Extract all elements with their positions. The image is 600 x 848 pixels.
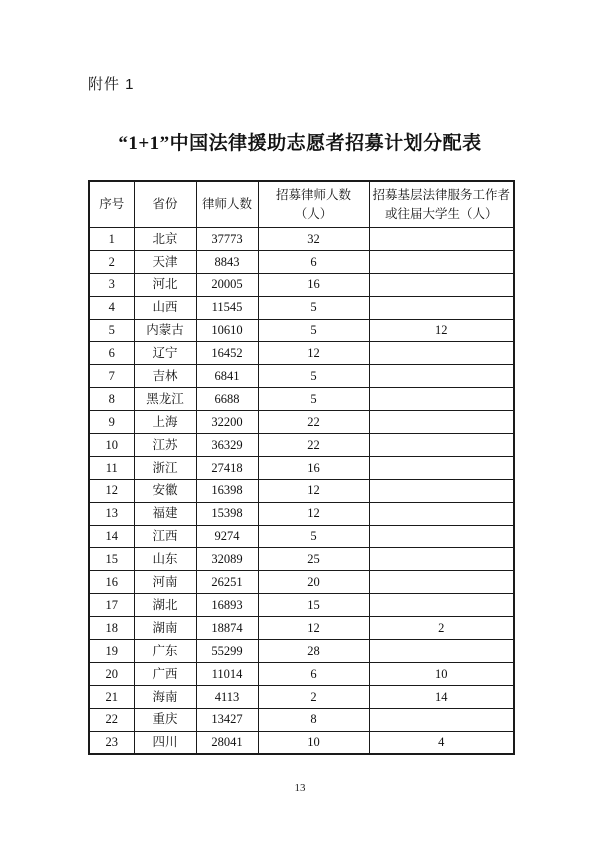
table-cell: [369, 411, 514, 434]
column-header-3: 招募律师人数（人）: [258, 181, 369, 228]
table-cell: 14: [89, 525, 134, 548]
table-cell: 安徽: [134, 479, 196, 502]
table-cell: 28: [258, 640, 369, 663]
table-cell: 55299: [196, 640, 258, 663]
table-cell: 湖北: [134, 594, 196, 617]
table-cell: 10: [89, 434, 134, 457]
table-cell: 11: [89, 456, 134, 479]
table-row: [89, 296, 514, 319]
table-row: [89, 640, 514, 663]
table-cell: [369, 273, 514, 296]
table-cell: 11014: [196, 662, 258, 685]
document-title: “1+1”中国法律援助志愿者招募计划分配表: [118, 133, 482, 154]
table-cell: 江苏: [134, 434, 196, 457]
table-cell: 4113: [196, 685, 258, 708]
table-cell: 广西: [134, 662, 196, 685]
table-cell: 10: [258, 731, 369, 754]
table-cell: 北京: [134, 228, 196, 251]
table-cell: 广东: [134, 640, 196, 663]
table-cell: 36329: [196, 434, 258, 457]
table-cell: 12: [258, 617, 369, 640]
table-cell: 湖南: [134, 617, 196, 640]
table-cell: 32200: [196, 411, 258, 434]
column-header-2: 律师人数: [196, 181, 258, 228]
table-cell: 9274: [196, 525, 258, 548]
table-cell: 32089: [196, 548, 258, 571]
table-cell: 20005: [196, 273, 258, 296]
table-row: [89, 319, 514, 342]
table-cell: 5: [258, 525, 369, 548]
table-row: [89, 365, 514, 388]
attachment-label: 附件 1: [88, 76, 135, 93]
table-cell: 15398: [196, 502, 258, 525]
table-cell: 22: [258, 434, 369, 457]
table-cell: 8: [258, 708, 369, 731]
table-cell: [369, 456, 514, 479]
table-cell: 天津: [134, 250, 196, 273]
table-cell: 5: [258, 296, 369, 319]
table-cell: 14: [369, 685, 514, 708]
table-cell: 6841: [196, 365, 258, 388]
table-cell: 23: [89, 731, 134, 754]
table-cell: 9: [89, 411, 134, 434]
table-cell: 16452: [196, 342, 258, 365]
table-cell: 12: [89, 479, 134, 502]
table-cell: 10: [369, 662, 514, 685]
table-cell: 19: [89, 640, 134, 663]
table-row: [89, 228, 514, 251]
table-cell: 内蒙古: [134, 319, 196, 342]
table-cell: [369, 525, 514, 548]
table-body: [89, 228, 514, 755]
table-row: [89, 525, 514, 548]
table-cell: 山东: [134, 548, 196, 571]
table-cell: 10610: [196, 319, 258, 342]
table-row: [89, 708, 514, 731]
table-cell: 26251: [196, 571, 258, 594]
table-cell: [369, 296, 514, 319]
table-cell: 16893: [196, 594, 258, 617]
table-cell: 16: [258, 273, 369, 296]
table-row: [89, 502, 514, 525]
table-cell: 25: [258, 548, 369, 571]
table-row: [89, 617, 514, 640]
table-cell: [369, 228, 514, 251]
table-cell: 6: [258, 662, 369, 685]
table-cell: [369, 594, 514, 617]
table-cell: 5: [258, 319, 369, 342]
table-cell: 32: [258, 228, 369, 251]
table-cell: 2: [89, 250, 134, 273]
table-row: [89, 479, 514, 502]
table-cell: 22: [258, 411, 369, 434]
table-cell: 37773: [196, 228, 258, 251]
table-row: [89, 388, 514, 411]
table-cell: [369, 571, 514, 594]
table-cell: 16: [89, 571, 134, 594]
table-cell: 16: [258, 456, 369, 479]
table-cell: 1: [89, 228, 134, 251]
table-row: [89, 731, 514, 754]
table-cell: 2: [369, 617, 514, 640]
table-cell: [369, 365, 514, 388]
table-row: [89, 411, 514, 434]
table-cell: 四川: [134, 731, 196, 754]
table-cell: [369, 708, 514, 731]
table-row: [89, 685, 514, 708]
table-cell: 海南: [134, 685, 196, 708]
table-cell: 18: [89, 617, 134, 640]
table-cell: [369, 479, 514, 502]
table-cell: 4: [89, 296, 134, 319]
table-cell: 20: [89, 662, 134, 685]
table-cell: [369, 502, 514, 525]
table-row: [89, 273, 514, 296]
table-cell: 8843: [196, 250, 258, 273]
page-number: 13: [294, 782, 306, 794]
table-cell: 江西: [134, 525, 196, 548]
table-cell: 13: [89, 502, 134, 525]
table-cell: 12: [369, 319, 514, 342]
table-row: [89, 342, 514, 365]
table-cell: 28041: [196, 731, 258, 754]
table-cell: [369, 548, 514, 571]
table-cell: 17: [89, 594, 134, 617]
table-cell: 22: [89, 708, 134, 731]
table-row: [89, 250, 514, 273]
table-row: [89, 548, 514, 571]
allocation-table: [88, 180, 515, 755]
table-cell: 21: [89, 685, 134, 708]
table-cell: 11545: [196, 296, 258, 319]
table-cell: 4: [369, 731, 514, 754]
column-header-0: 序号: [89, 181, 134, 228]
table-cell: 上海: [134, 411, 196, 434]
table-cell: 27418: [196, 456, 258, 479]
table-row: [89, 571, 514, 594]
table-cell: 吉林: [134, 365, 196, 388]
table-cell: 山西: [134, 296, 196, 319]
table-cell: 12: [258, 502, 369, 525]
table-row: [89, 456, 514, 479]
column-header-1: 省份: [134, 181, 196, 228]
table-cell: 8: [89, 388, 134, 411]
table-cell: 辽宁: [134, 342, 196, 365]
table-cell: 重庆: [134, 708, 196, 731]
table-cell: [369, 342, 514, 365]
table-cell: 5: [258, 388, 369, 411]
table-cell: 12: [258, 479, 369, 502]
table-cell: [369, 434, 514, 457]
table-cell: [369, 388, 514, 411]
table-cell: 河北: [134, 273, 196, 296]
table-cell: 7: [89, 365, 134, 388]
table-cell: 5: [89, 319, 134, 342]
table-row: [89, 434, 514, 457]
table-cell: 6: [89, 342, 134, 365]
table-row: [89, 662, 514, 685]
table-cell: [369, 250, 514, 273]
table-row: [89, 594, 514, 617]
table-cell: 5: [258, 365, 369, 388]
table-cell: 6: [258, 250, 369, 273]
table-cell: 福建: [134, 502, 196, 525]
table-cell: 20: [258, 571, 369, 594]
table-cell: 12: [258, 342, 369, 365]
table-cell: 6688: [196, 388, 258, 411]
table-cell: 浙江: [134, 456, 196, 479]
table-cell: 18874: [196, 617, 258, 640]
table-header-row: [89, 181, 514, 228]
table-cell: 2: [258, 685, 369, 708]
table-cell: 黑龙江: [134, 388, 196, 411]
table-cell: 15: [258, 594, 369, 617]
table-cell: 河南: [134, 571, 196, 594]
table-cell: [369, 640, 514, 663]
table-cell: 13427: [196, 708, 258, 731]
table-cell: 16398: [196, 479, 258, 502]
column-header-4: 招募基层法律服务工作者或往届大学生（人）: [369, 181, 514, 228]
table-cell: 3: [89, 273, 134, 296]
table-cell: 15: [89, 548, 134, 571]
